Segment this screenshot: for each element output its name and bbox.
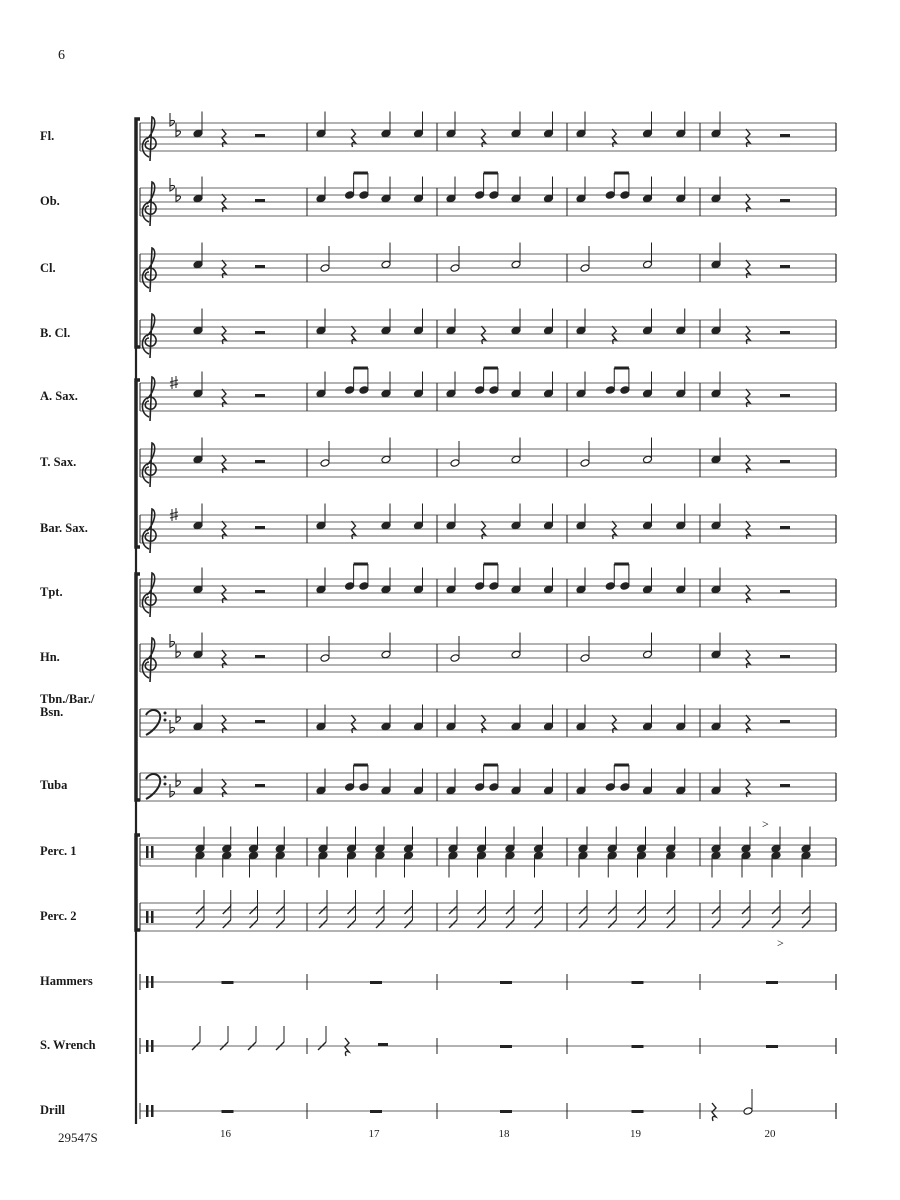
percussion-clef: [146, 1105, 149, 1117]
instrument-label: Bar. Sax.: [40, 521, 88, 535]
note-head: [414, 786, 424, 795]
instrument-label: Tuba: [40, 778, 68, 792]
half-rest: [780, 590, 790, 593]
note-head: [446, 786, 456, 795]
half-rest: [780, 394, 790, 397]
note-head: [381, 260, 391, 269]
note-head: [489, 783, 499, 792]
note-head: [607, 851, 617, 860]
note-head: [404, 844, 414, 853]
note-head: [544, 722, 554, 731]
half-rest: [378, 1043, 388, 1046]
note-head: [711, 844, 721, 853]
note-head: [576, 521, 586, 530]
note-head: [316, 129, 326, 138]
whole-rest: [500, 981, 512, 984]
half-rest: [780, 265, 790, 268]
note-head: [477, 844, 487, 853]
note-head: [643, 260, 653, 269]
note-head: [544, 521, 554, 530]
measure-number: 18: [498, 1128, 510, 1140]
instrument-label: Tbn./Bar./ Bsn.: [40, 692, 95, 719]
half-rest: [780, 526, 790, 529]
note-head: [375, 844, 385, 853]
note-head: [711, 326, 721, 335]
note-head: [676, 722, 686, 731]
note-head: [511, 521, 521, 530]
note-head: [195, 851, 205, 860]
note-head: [381, 786, 391, 795]
note-head: [446, 129, 456, 138]
note-head: [475, 191, 485, 200]
half-rest: [780, 784, 790, 787]
note-head: [381, 326, 391, 335]
note-head: [511, 722, 521, 731]
note-head: [193, 455, 203, 464]
note-head: [505, 844, 515, 853]
note-head: [477, 851, 487, 860]
note-head: [450, 459, 460, 468]
note-head: [666, 851, 676, 860]
note-head: [381, 521, 391, 530]
note-head: [711, 455, 721, 464]
note-head: [711, 722, 721, 731]
note-head: [711, 851, 721, 860]
note-head: [676, 129, 686, 138]
note-head: [316, 389, 326, 398]
note-head: [345, 386, 355, 395]
note-head: [544, 389, 554, 398]
percussion-clef: [151, 1040, 154, 1052]
measure-number: 19: [630, 1128, 641, 1140]
bass-clef-dot: [164, 776, 167, 779]
note-head: [576, 326, 586, 335]
note-head: [381, 455, 391, 464]
group-bracket: [136, 574, 140, 800]
note-head: [193, 722, 203, 731]
measure-number: 16: [220, 1128, 231, 1140]
note-head: [359, 191, 369, 200]
note-head: [222, 844, 232, 853]
note-head: [320, 459, 330, 468]
note-head: [580, 459, 590, 468]
percussion-clef: [146, 1040, 149, 1052]
bass-clef: [146, 774, 160, 799]
accent-mark: >: [762, 817, 769, 831]
note-head: [676, 389, 686, 398]
instrument-label: Perc. 2: [40, 909, 77, 923]
note-head: [711, 194, 721, 203]
percussion-clef: [146, 911, 149, 923]
half-rest: [255, 199, 265, 202]
note-head: [193, 585, 203, 594]
note-head: [605, 582, 615, 591]
note-head: [676, 194, 686, 203]
group-bracket: [136, 119, 140, 347]
note-head: [318, 844, 328, 853]
half-rest: [780, 199, 790, 202]
note-head: [381, 722, 391, 731]
note-head: [643, 521, 653, 530]
half-rest: [780, 134, 790, 137]
note-head: [643, 389, 653, 398]
half-rest: [255, 331, 265, 334]
note-head: [643, 650, 653, 659]
bass-clef-dot: [164, 783, 167, 786]
percussion-clef: [146, 846, 149, 858]
whole-rest: [222, 981, 234, 984]
note-head: [637, 844, 647, 853]
note-head: [381, 585, 391, 594]
note-head: [375, 851, 385, 860]
half-rest: [255, 134, 265, 137]
sharp-sign: [170, 508, 178, 521]
note-head: [771, 844, 781, 853]
note-head: [643, 585, 653, 594]
note-head: [741, 851, 751, 860]
sharp-sign: [170, 376, 178, 389]
note-head: [511, 455, 521, 464]
note-head: [446, 326, 456, 335]
note-head: [193, 326, 203, 335]
note-head: [511, 129, 521, 138]
instrument-label: Ob.: [40, 194, 60, 208]
treble-clef: [142, 638, 156, 682]
half-rest: [255, 265, 265, 268]
note-head: [511, 326, 521, 335]
note-head: [544, 786, 554, 795]
note-head: [414, 129, 424, 138]
note-head: [446, 521, 456, 530]
whole-rest: [632, 1045, 644, 1048]
treble-clef: [142, 573, 156, 617]
percussion-clef: [151, 911, 154, 923]
note-head: [771, 851, 781, 860]
percussion-clef: [151, 846, 154, 858]
accent-mark: >: [777, 936, 784, 950]
note-head: [489, 582, 499, 591]
note-head: [193, 260, 203, 269]
instrument-label: Tpt.: [40, 585, 63, 599]
note-head: [489, 386, 499, 395]
flat-sign: [170, 178, 175, 191]
note-head: [446, 194, 456, 203]
note-head: [414, 722, 424, 731]
whole-rest: [632, 1110, 644, 1113]
note-head: [414, 326, 424, 335]
note-head: [620, 582, 630, 591]
note-head: [711, 129, 721, 138]
note-head: [676, 585, 686, 594]
note-head: [446, 722, 456, 731]
half-rest: [255, 394, 265, 397]
note-head: [605, 386, 615, 395]
note-head: [605, 191, 615, 200]
whole-rest: [500, 1045, 512, 1048]
instrument-label: B. Cl.: [40, 326, 71, 340]
note-head: [578, 851, 588, 860]
note-head: [414, 389, 424, 398]
note-head: [448, 844, 458, 853]
note-head: [741, 844, 751, 853]
whole-rest: [632, 981, 644, 984]
note-head: [320, 654, 330, 663]
note-head: [643, 129, 653, 138]
instrument-label: Drill: [40, 1103, 65, 1117]
note-head: [505, 851, 515, 860]
note-head: [193, 786, 203, 795]
note-head: [381, 129, 391, 138]
whole-rest: [370, 981, 382, 984]
note-head: [676, 326, 686, 335]
note-head: [414, 521, 424, 530]
note-head: [544, 326, 554, 335]
note-head: [318, 851, 328, 860]
note-head: [605, 783, 615, 792]
instrument-label: Hn.: [40, 650, 60, 664]
note-head: [359, 783, 369, 792]
note-head: [544, 129, 554, 138]
note-head: [534, 851, 544, 860]
half-rest: [255, 655, 265, 658]
note-head: [711, 260, 721, 269]
treble-clef: [142, 314, 156, 358]
note-head: [511, 194, 521, 203]
note-head: [193, 194, 203, 203]
treble-clef: [142, 443, 156, 487]
instrument-label: Perc. 1: [40, 844, 77, 858]
note-head: [676, 786, 686, 795]
flat-sign: [170, 784, 175, 797]
catalog-number: 29547S: [58, 1130, 98, 1145]
note-head: [711, 521, 721, 530]
note-head: [414, 585, 424, 594]
note-head: [544, 194, 554, 203]
treble-clef: [142, 117, 156, 161]
note-head: [195, 844, 205, 853]
note-head: [489, 191, 499, 200]
note-head: [511, 786, 521, 795]
note-head: [544, 585, 554, 594]
note-head: [475, 386, 485, 395]
note-head: [637, 851, 647, 860]
flat-sign: [170, 634, 175, 647]
percussion-clef: [151, 1105, 154, 1117]
note-head: [316, 326, 326, 335]
page-number: 6: [58, 48, 65, 63]
note-head: [620, 783, 630, 792]
note-head: [576, 585, 586, 594]
quarter-rest: [712, 1103, 716, 1121]
note-head: [249, 844, 259, 853]
note-head: [359, 386, 369, 395]
note-head: [347, 851, 357, 860]
note-head: [576, 722, 586, 731]
instrument-label: S. Wrench: [40, 1038, 96, 1052]
percussion-clef: [151, 976, 154, 988]
note-head: [576, 129, 586, 138]
whole-rest: [766, 1045, 778, 1048]
note-head: [446, 389, 456, 398]
treble-clef: [142, 248, 156, 292]
half-rest: [255, 526, 265, 529]
note-head: [475, 582, 485, 591]
treble-clef: [142, 509, 156, 553]
note-head: [316, 786, 326, 795]
note-head: [448, 851, 458, 860]
half-rest: [255, 720, 265, 723]
note-head: [643, 455, 653, 464]
note-head: [580, 654, 590, 663]
note-head: [193, 129, 203, 138]
note-head: [446, 585, 456, 594]
treble-clef: [142, 377, 156, 421]
note-head: [511, 585, 521, 594]
half-rest: [255, 784, 265, 787]
note-head: [275, 851, 285, 860]
note-head: [643, 786, 653, 795]
note-head: [534, 844, 544, 853]
note-head: [711, 650, 721, 659]
note-head: [345, 783, 355, 792]
note-head: [576, 194, 586, 203]
half-rest: [780, 331, 790, 334]
note-head: [381, 194, 391, 203]
half-rest: [255, 590, 265, 593]
note-head: [711, 389, 721, 398]
treble-clef: [142, 182, 156, 226]
note-head: [347, 844, 357, 853]
note-head: [607, 844, 617, 853]
note-head: [801, 851, 811, 860]
note-head: [193, 521, 203, 530]
half-rest: [255, 460, 265, 463]
bass-clef-dot: [164, 712, 167, 715]
flat-sign: [170, 720, 175, 733]
measure-number: 17: [368, 1128, 380, 1140]
note-head: [404, 851, 414, 860]
note-head: [450, 264, 460, 273]
note-head: [249, 851, 259, 860]
group-bracket: [136, 835, 140, 930]
note-head: [743, 1107, 753, 1116]
note-head: [620, 386, 630, 395]
note-head: [676, 521, 686, 530]
note-head: [275, 844, 285, 853]
instrument-label: Hammers: [40, 974, 93, 988]
note-head: [643, 722, 653, 731]
note-head: [643, 194, 653, 203]
bass-clef-dot: [164, 719, 167, 722]
instrument-label: Cl.: [40, 261, 56, 275]
group-bracket: [136, 380, 140, 547]
note-head: [511, 650, 521, 659]
note-head: [576, 786, 586, 795]
whole-rest: [766, 981, 778, 984]
note-head: [475, 783, 485, 792]
note-head: [414, 194, 424, 203]
flat-sign: [170, 113, 175, 126]
bass-clef: [146, 710, 160, 735]
note-head: [193, 389, 203, 398]
note-head: [345, 191, 355, 200]
note-head: [222, 851, 232, 860]
note-head: [381, 389, 391, 398]
instrument-label: Fl.: [40, 129, 55, 143]
instrument-label: T. Sax.: [40, 455, 77, 469]
note-head: [801, 844, 811, 853]
note-head: [578, 844, 588, 853]
note-head: [320, 264, 330, 273]
note-head: [345, 582, 355, 591]
note-head: [316, 585, 326, 594]
half-rest: [780, 655, 790, 658]
note-head: [511, 260, 521, 269]
note-head: [381, 650, 391, 659]
note-head: [511, 389, 521, 398]
half-rest: [780, 720, 790, 723]
note-head: [316, 194, 326, 203]
note-head: [643, 326, 653, 335]
note-head: [711, 786, 721, 795]
whole-rest: [500, 1110, 512, 1113]
note-head: [316, 521, 326, 530]
note-head: [580, 264, 590, 273]
instrument-label: A. Sax.: [40, 389, 78, 403]
note-head: [711, 585, 721, 594]
whole-rest: [370, 1110, 382, 1113]
whole-rest: [222, 1110, 234, 1113]
note-head: [576, 389, 586, 398]
note-head: [359, 582, 369, 591]
note-head: [450, 654, 460, 663]
percussion-clef: [146, 976, 149, 988]
measure-number: 20: [764, 1128, 776, 1140]
note-head: [620, 191, 630, 200]
note-head: [193, 650, 203, 659]
note-head: [316, 722, 326, 731]
note-head: [666, 844, 676, 853]
half-rest: [780, 460, 790, 463]
quarter-rest: [345, 1038, 349, 1056]
